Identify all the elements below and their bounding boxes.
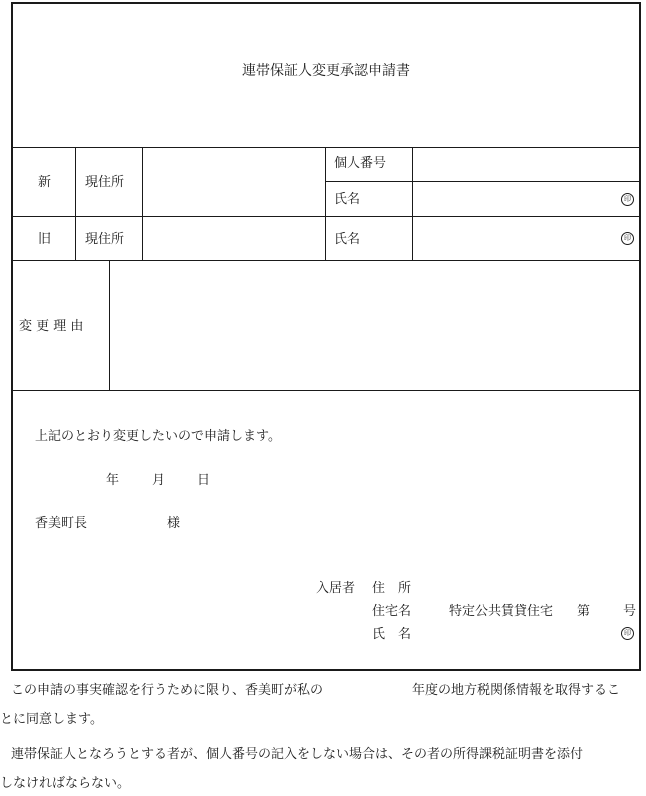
divider <box>13 260 639 261</box>
housing-name-label: 住宅名 <box>372 604 412 619</box>
old-label: 旧 <box>38 232 52 247</box>
consent-line1-start: この申請の事実確認を行うために限り、香美町が私の <box>11 683 324 698</box>
declaration-text: 上記のとおり変更したいので申請します。 <box>35 429 281 444</box>
divider <box>75 147 76 260</box>
divider <box>412 147 413 260</box>
housing-number-prefix: 第 <box>577 604 591 619</box>
date-year-label: 年 <box>106 473 120 488</box>
divider <box>13 216 639 217</box>
old-address-label: 現住所 <box>85 232 125 247</box>
old-seal-icon: 印 <box>621 232 634 245</box>
applicant-seal-icon: 印 <box>621 627 634 640</box>
new-label: 新 <box>38 175 52 190</box>
change-reason-label: 変 更 理 由 <box>19 319 84 334</box>
application-form <box>11 2 641 671</box>
consent-line1-end: 年度の地方税関係情報を取得するこ <box>412 683 621 698</box>
old-name-label: 氏名 <box>334 232 361 247</box>
divider <box>325 181 639 182</box>
guarantor-note-line1: 連帯保証人となろうとする者が、個人番号の記入をしない場合は、その者の所得課税証明書を添付 <box>11 747 584 762</box>
divider <box>109 260 110 390</box>
applicant-address-label: 住 所 <box>372 581 412 596</box>
consent-line2: とに同意します。 <box>0 712 103 727</box>
new-name-label: 氏名 <box>334 192 361 207</box>
housing-number-suffix: 号 <box>623 604 637 619</box>
applicant-name-label: 氏 名 <box>372 627 412 642</box>
divider <box>13 390 639 391</box>
applicant-role: 入居者 <box>316 581 356 596</box>
form-title: 連帯保証人変更承認申請書 <box>242 63 410 79</box>
guarantor-note-line2: しなければならない。 <box>0 776 131 791</box>
housing-type: 特定公共賃貸住宅 <box>449 604 554 619</box>
addressee-honorific: 様 <box>167 516 181 531</box>
new-seal-icon: 印 <box>621 193 634 206</box>
date-month-label: 月 <box>152 473 166 488</box>
new-address-label: 現住所 <box>85 175 125 190</box>
my-number-label: 個人番号 <box>334 156 387 171</box>
addressee-office: 香美町長 <box>35 516 88 531</box>
divider <box>142 147 143 260</box>
divider <box>13 147 639 148</box>
divider <box>325 147 326 260</box>
date-day-label: 日 <box>197 473 211 488</box>
